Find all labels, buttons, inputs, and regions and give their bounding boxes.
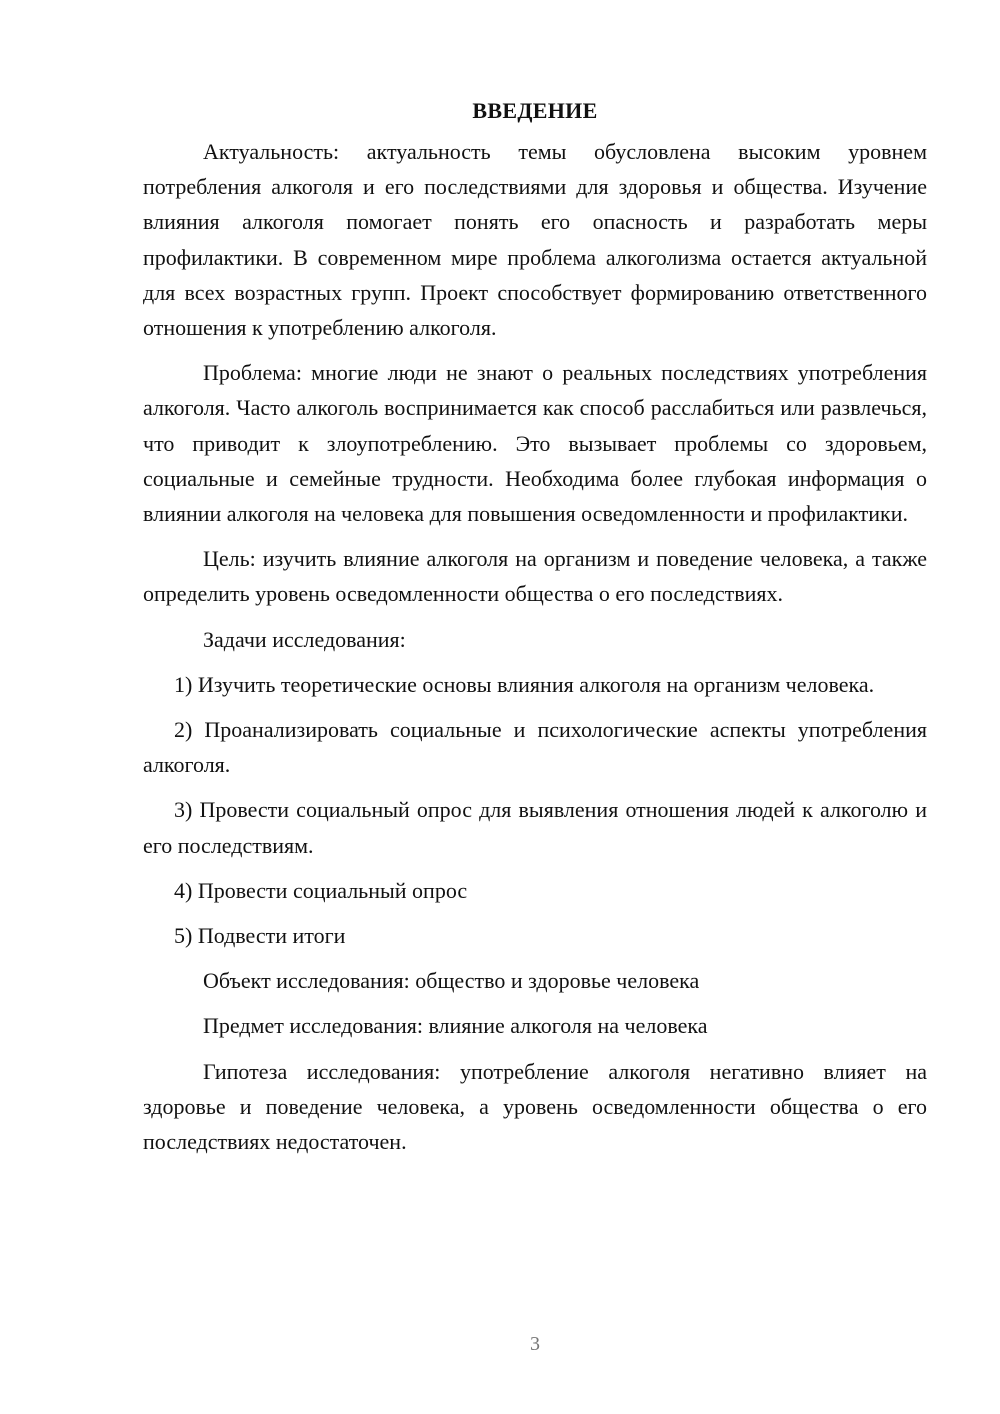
page-number: 3 (530, 1333, 540, 1355)
goal-paragraph: Цель: изучить влияние алкоголя на организм и поведение человека, а также определить уровень осведомленности общества о его последствиях. (143, 546, 927, 607)
research-hypothesis: Гипотеза исследования: употребление алкоголя негативно влияет на здоровье и поведение человека, а уровень осведомленности общества о его последствиях недостаточен. (143, 1058, 927, 1155)
task-item-4: 4) Провести социальный опрос (174, 877, 468, 903)
task-item-2: 2) Проанализировать социальные и психологические аспекты употребления алкоголя. (143, 717, 927, 778)
task-item-5: 5) Подвести итоги (174, 923, 346, 949)
document-page (143, 96, 927, 1169)
research-object: Объект исследования: общество и здоровье человека (203, 968, 700, 994)
task-item-3: 3) Провести социальный опрос для выявления отношения людей к алкоголю и его последствиям. (143, 797, 927, 858)
tasks-heading: Задачи исследования: (203, 626, 406, 652)
page-title: ВВЕДЕНИЕ (472, 98, 598, 123)
problem-paragraph: Проблема: многие люди не знают о реальных последствиях употребления алкоголя. Часто алкоголь воспринимается как способ расслабиться или развлечься, что приводит к злоупотреблению. Это вызывает проблемы со здоровьем, социальные и семейные трудности. Необходима более глубокая информация о влиянии алкоголя на человека для повышения осведомленности и профилактики. (143, 360, 927, 527)
research-subject: Предмет исследования: влияние алкоголя на человека (203, 1013, 708, 1039)
task-item-1: 1) Изучить теоретические основы влияния алкоголя на организм человека. (174, 671, 875, 697)
relevance-paragraph: Актуальность: актуальность темы обусловлена высоким уровнем потребления алкоголя и его последствиями для здоровья и общества. Изучение влияния алкоголя помогает понять его опасность и разработать меры профилактики. В современном мире проблема алкоголизма остается актуальной для всех возрастных групп. Проект способствует формированию ответственного отношения к употреблению алкоголя. (143, 139, 927, 341)
